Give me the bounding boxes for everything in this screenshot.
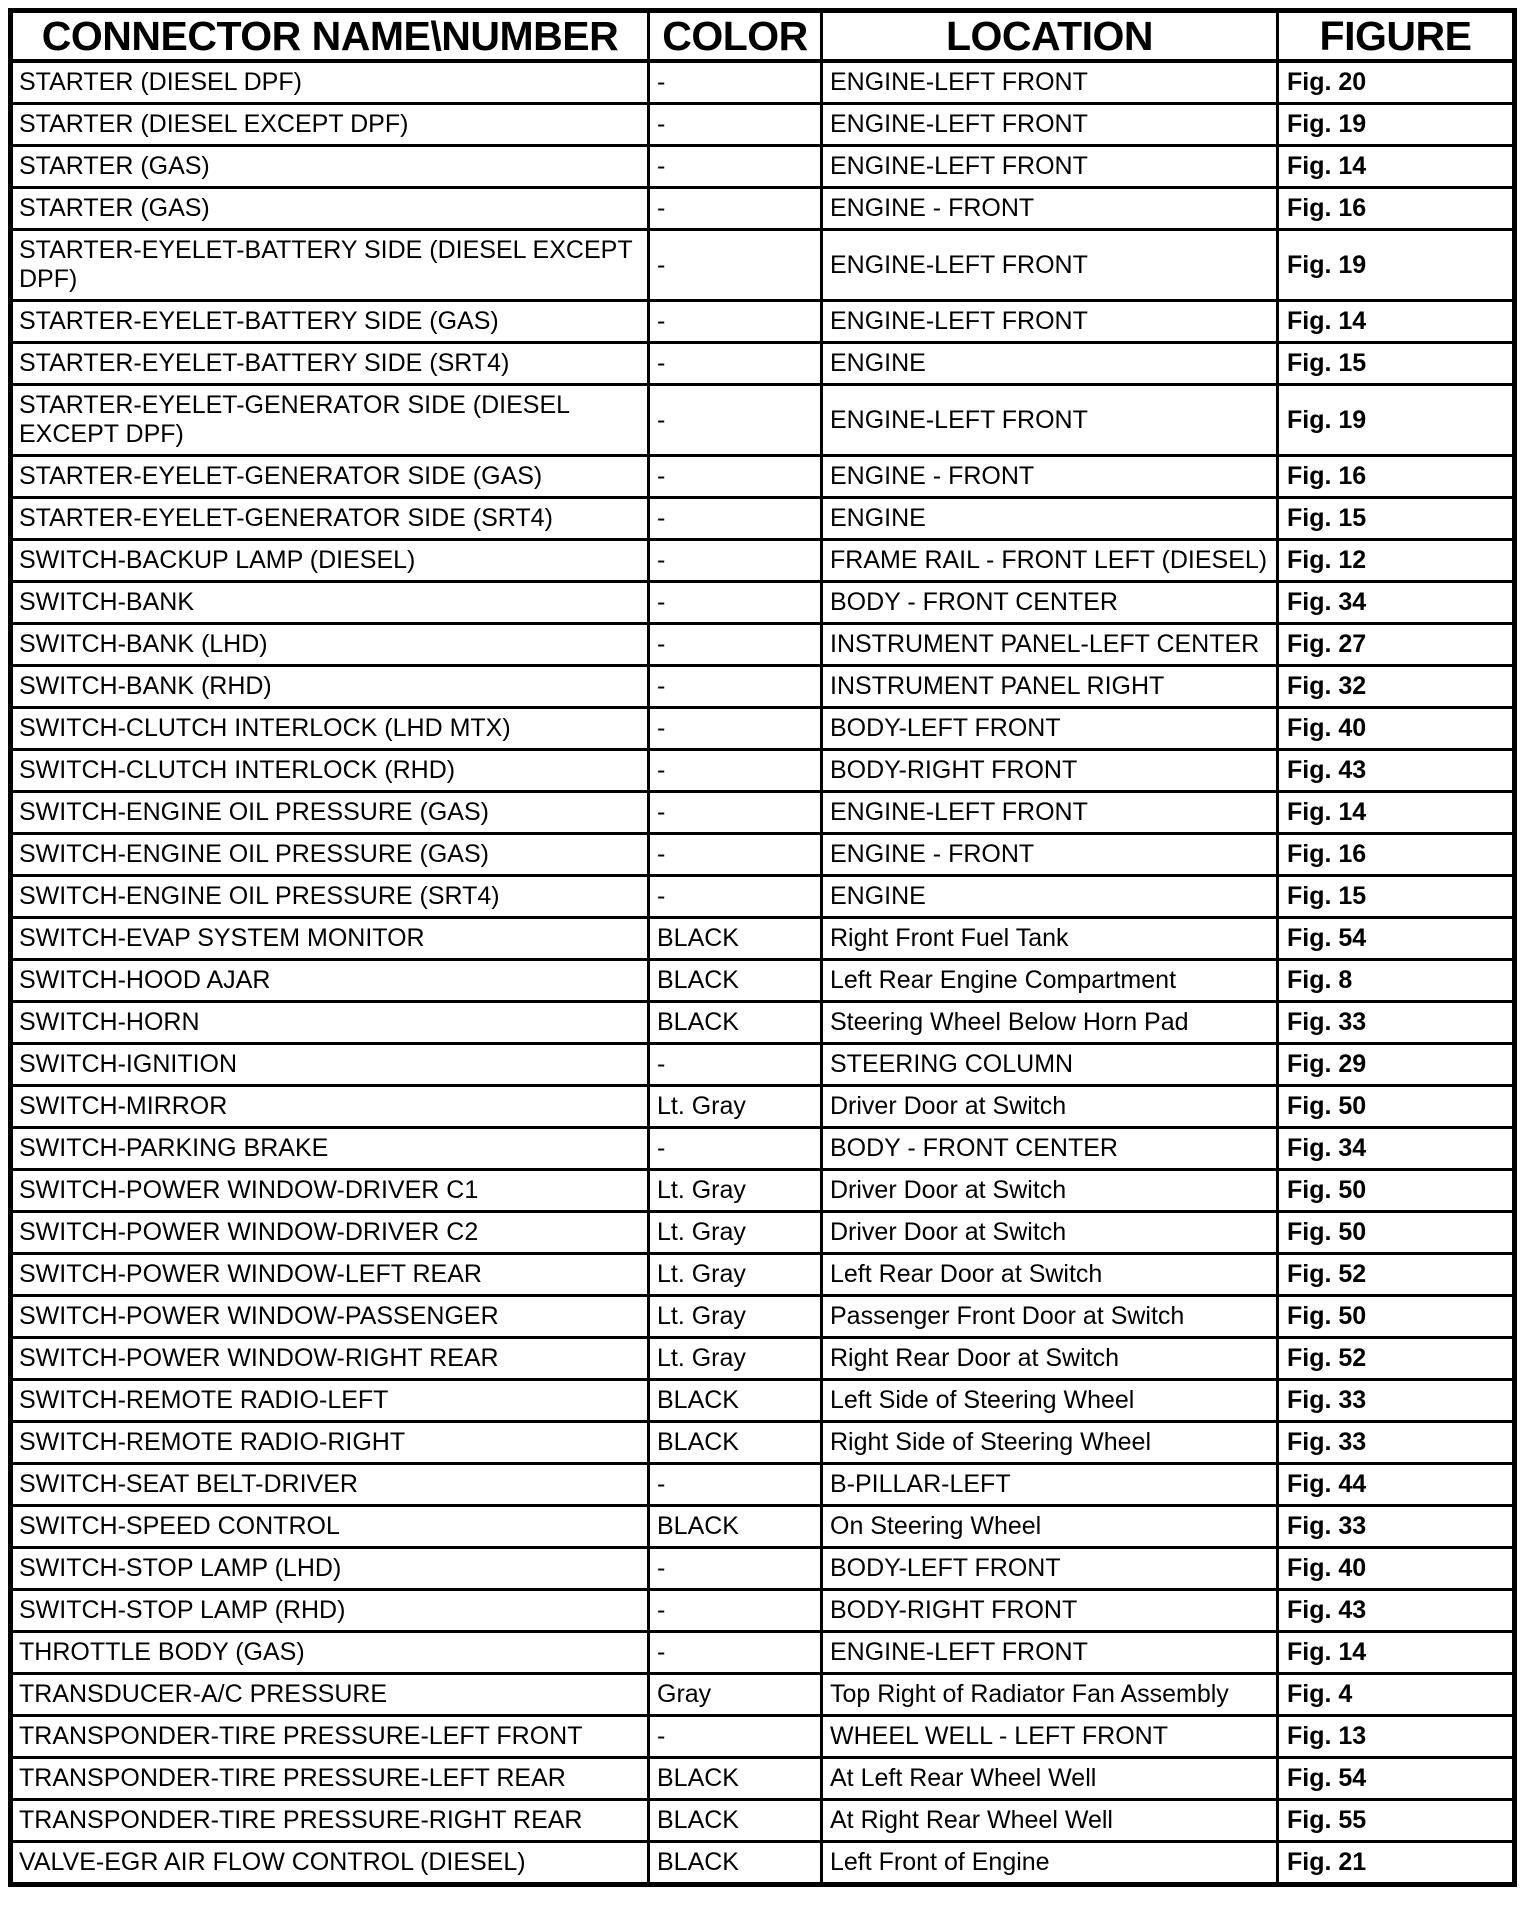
color-cell: -: [649, 385, 822, 456]
color-cell: Gray: [649, 1674, 822, 1716]
location-cell: ENGINE-LEFT FRONT: [822, 146, 1278, 188]
table-row: [11, 1548, 1515, 1590]
color-cell: -: [649, 498, 822, 540]
location-cell: Driver Door at Switch: [822, 1170, 1278, 1212]
connector-name-cell: SWITCH-CLUTCH INTERLOCK (LHD MTX): [11, 708, 649, 750]
connector-name-cell: SWITCH-BANK (RHD): [11, 666, 649, 708]
color-cell: -: [649, 750, 822, 792]
table-row: [11, 61, 1515, 104]
figure-cell: Fig. 14: [1278, 1632, 1515, 1674]
connector-name-cell: STARTER (DIESEL EXCEPT DPF): [11, 104, 649, 146]
figure-cell: Fig. 50: [1278, 1170, 1515, 1212]
header-row: [11, 11, 1515, 62]
location-cell: ENGINE - FRONT: [822, 834, 1278, 876]
location-cell: ENGINE-LEFT FRONT: [822, 792, 1278, 834]
color-cell: -: [649, 343, 822, 385]
figure-cell: Fig. 15: [1278, 876, 1515, 918]
figure-cell: Fig. 14: [1278, 301, 1515, 343]
color-cell: -: [649, 1044, 822, 1086]
color-cell: BLACK: [649, 1758, 822, 1800]
figure-cell: Fig. 19: [1278, 104, 1515, 146]
location-cell: Left Rear Door at Switch: [822, 1254, 1278, 1296]
color-cell: BLACK: [649, 1800, 822, 1842]
figure-cell: Fig. 40: [1278, 708, 1515, 750]
connector-name-cell: TRANSPONDER-TIRE PRESSURE-RIGHT REAR: [11, 1800, 649, 1842]
figure-cell: Fig. 19: [1278, 230, 1515, 301]
connector-name-cell: SWITCH-REMOTE RADIO-RIGHT: [11, 1422, 649, 1464]
location-cell: B-PILLAR-LEFT: [822, 1464, 1278, 1506]
connector-name-cell: SWITCH-ENGINE OIL PRESSURE (GAS): [11, 834, 649, 876]
figure-cell: Fig. 16: [1278, 834, 1515, 876]
location-cell: ENGINE-LEFT FRONT: [822, 61, 1278, 104]
color-cell: -: [649, 230, 822, 301]
table-header: [11, 11, 1515, 62]
connector-name-cell: SWITCH-IGNITION: [11, 1044, 649, 1086]
color-cell: -: [649, 540, 822, 582]
table-row: [11, 1086, 1515, 1128]
figure-cell: Fig. 13: [1278, 1716, 1515, 1758]
connector-name-cell: TRANSDUCER-A/C PRESSURE: [11, 1674, 649, 1716]
table-row: [11, 1170, 1515, 1212]
figure-cell: Fig. 43: [1278, 750, 1515, 792]
table-row: [11, 230, 1515, 301]
location-cell: STEERING COLUMN: [822, 1044, 1278, 1086]
location-cell: At Right Rear Wheel Well: [822, 1800, 1278, 1842]
table-row: [11, 146, 1515, 188]
color-cell: BLACK: [649, 918, 822, 960]
location-cell: ENGINE-LEFT FRONT: [822, 1632, 1278, 1674]
figure-cell: Fig. 19: [1278, 385, 1515, 456]
table-row: [11, 1128, 1515, 1170]
location-cell: INSTRUMENT PANEL RIGHT: [822, 666, 1278, 708]
figure-cell: Fig. 21: [1278, 1842, 1515, 1885]
column-header-location: LOCATION: [822, 11, 1278, 62]
color-cell: -: [649, 301, 822, 343]
location-cell: FRAME RAIL - FRONT LEFT (DIESEL): [822, 540, 1278, 582]
table-row: [11, 1674, 1515, 1716]
column-header-figure: FIGURE: [1278, 11, 1515, 62]
location-cell: Right Rear Door at Switch: [822, 1338, 1278, 1380]
table-row: [11, 1422, 1515, 1464]
connector-name-cell: SWITCH-BACKUP LAMP (DIESEL): [11, 540, 649, 582]
figure-cell: Fig. 50: [1278, 1212, 1515, 1254]
color-cell: BLACK: [649, 1422, 822, 1464]
color-cell: Lt. Gray: [649, 1086, 822, 1128]
location-cell: ENGINE - FRONT: [822, 456, 1278, 498]
connector-location-table: [8, 8, 1517, 1887]
figure-cell: Fig. 32: [1278, 666, 1515, 708]
location-cell: INSTRUMENT PANEL-LEFT CENTER: [822, 624, 1278, 666]
color-cell: -: [649, 876, 822, 918]
figure-cell: Fig. 8: [1278, 960, 1515, 1002]
connector-name-cell: SWITCH-BANK (LHD): [11, 624, 649, 666]
color-cell: -: [649, 708, 822, 750]
figure-cell: Fig. 12: [1278, 540, 1515, 582]
figure-cell: Fig. 27: [1278, 624, 1515, 666]
location-cell: ENGINE-LEFT FRONT: [822, 301, 1278, 343]
figure-cell: Fig. 50: [1278, 1296, 1515, 1338]
figure-cell: Fig. 33: [1278, 1380, 1515, 1422]
table-row: [11, 1464, 1515, 1506]
figure-cell: Fig. 16: [1278, 188, 1515, 230]
table-row: [11, 1212, 1515, 1254]
column-header-color: COLOR: [649, 11, 822, 62]
connector-name-cell: TRANSPONDER-TIRE PRESSURE-LEFT FRONT: [11, 1716, 649, 1758]
table-row: [11, 498, 1515, 540]
color-cell: -: [649, 624, 822, 666]
table-row: [11, 1506, 1515, 1548]
table-row: [11, 792, 1515, 834]
location-cell: BODY-LEFT FRONT: [822, 1548, 1278, 1590]
connector-name-cell: STARTER (GAS): [11, 146, 649, 188]
location-cell: WHEEL WELL - LEFT FRONT: [822, 1716, 1278, 1758]
table-row: [11, 1254, 1515, 1296]
connector-name-cell: STARTER-EYELET-BATTERY SIDE (DIESEL EXCEPT DPF): [11, 230, 649, 301]
connector-name-cell: THROTTLE BODY (GAS): [11, 1632, 649, 1674]
figure-cell: Fig. 34: [1278, 582, 1515, 624]
table-row: [11, 1002, 1515, 1044]
table-body: [11, 61, 1515, 1885]
figure-cell: Fig. 34: [1278, 1128, 1515, 1170]
table-row: [11, 1338, 1515, 1380]
location-cell: Steering Wheel Below Horn Pad: [822, 1002, 1278, 1044]
table-row: [11, 1590, 1515, 1632]
location-cell: ENGINE - FRONT: [822, 188, 1278, 230]
location-cell: At Left Rear Wheel Well: [822, 1758, 1278, 1800]
connector-name-cell: SWITCH-ENGINE OIL PRESSURE (SRT4): [11, 876, 649, 918]
figure-cell: Fig. 54: [1278, 918, 1515, 960]
color-cell: Lt. Gray: [649, 1296, 822, 1338]
connector-name-cell: STARTER (GAS): [11, 188, 649, 230]
connector-name-cell: SWITCH-HOOD AJAR: [11, 960, 649, 1002]
location-cell: Passenger Front Door at Switch: [822, 1296, 1278, 1338]
figure-cell: Fig. 50: [1278, 1086, 1515, 1128]
color-cell: BLACK: [649, 1002, 822, 1044]
color-cell: BLACK: [649, 1380, 822, 1422]
color-cell: BLACK: [649, 1506, 822, 1548]
table-row: [11, 540, 1515, 582]
table-row: [11, 918, 1515, 960]
color-cell: Lt. Gray: [649, 1212, 822, 1254]
location-cell: BODY - FRONT CENTER: [822, 582, 1278, 624]
table-row: [11, 1296, 1515, 1338]
color-cell: BLACK: [649, 1842, 822, 1885]
figure-cell: Fig. 33: [1278, 1506, 1515, 1548]
figure-cell: Fig. 55: [1278, 1800, 1515, 1842]
color-cell: BLACK: [649, 960, 822, 1002]
connector-name-cell: STARTER-EYELET-BATTERY SIDE (GAS): [11, 301, 649, 343]
location-cell: On Steering Wheel: [822, 1506, 1278, 1548]
connector-name-cell: SWITCH-POWER WINDOW-RIGHT REAR: [11, 1338, 649, 1380]
figure-cell: Fig. 14: [1278, 792, 1515, 834]
connector-name-cell: SWITCH-STOP LAMP (LHD): [11, 1548, 649, 1590]
figure-cell: Fig. 52: [1278, 1338, 1515, 1380]
connector-name-cell: VALVE-EGR AIR FLOW CONTROL (DIESEL): [11, 1842, 649, 1885]
table-row: [11, 188, 1515, 230]
connector-name-cell: SWITCH-REMOTE RADIO-LEFT: [11, 1380, 649, 1422]
table-row: [11, 1380, 1515, 1422]
color-cell: Lt. Gray: [649, 1254, 822, 1296]
location-cell: ENGINE-LEFT FRONT: [822, 104, 1278, 146]
color-cell: -: [649, 456, 822, 498]
color-cell: -: [649, 792, 822, 834]
figure-cell: Fig. 54: [1278, 1758, 1515, 1800]
table-row: [11, 708, 1515, 750]
color-cell: -: [649, 188, 822, 230]
table-row: [11, 582, 1515, 624]
location-cell: BODY - FRONT CENTER: [822, 1128, 1278, 1170]
table-row: [11, 1044, 1515, 1086]
connector-name-cell: SWITCH-CLUTCH INTERLOCK (RHD): [11, 750, 649, 792]
color-cell: -: [649, 1464, 822, 1506]
connector-name-cell: SWITCH-BANK: [11, 582, 649, 624]
connector-name-cell: STARTER-EYELET-GENERATOR SIDE (SRT4): [11, 498, 649, 540]
location-cell: ENGINE: [822, 343, 1278, 385]
figure-cell: Fig. 16: [1278, 456, 1515, 498]
connector-name-cell: SWITCH-POWER WINDOW-DRIVER C2: [11, 1212, 649, 1254]
location-cell: Left Rear Engine Compartment: [822, 960, 1278, 1002]
location-cell: BODY-LEFT FRONT: [822, 708, 1278, 750]
connector-name-cell: SWITCH-MIRROR: [11, 1086, 649, 1128]
connector-name-cell: SWITCH-ENGINE OIL PRESSURE (GAS): [11, 792, 649, 834]
table-row: [11, 834, 1515, 876]
location-cell: Driver Door at Switch: [822, 1086, 1278, 1128]
figure-cell: Fig. 15: [1278, 498, 1515, 540]
table-row: [11, 876, 1515, 918]
color-cell: Lt. Gray: [649, 1338, 822, 1380]
connector-name-cell: SWITCH-SPEED CONTROL: [11, 1506, 649, 1548]
location-cell: Top Right of Radiator Fan Assembly: [822, 1674, 1278, 1716]
table-row: [11, 1842, 1515, 1885]
connector-name-cell: TRANSPONDER-TIRE PRESSURE-LEFT REAR: [11, 1758, 649, 1800]
location-cell: ENGINE: [822, 876, 1278, 918]
figure-cell: Fig. 15: [1278, 343, 1515, 385]
table-row: [11, 385, 1515, 456]
connector-name-cell: STARTER (DIESEL DPF): [11, 61, 649, 104]
connector-name-cell: SWITCH-POWER WINDOW-DRIVER C1: [11, 1170, 649, 1212]
connector-name-cell: SWITCH-POWER WINDOW-PASSENGER: [11, 1296, 649, 1338]
connector-name-cell: STARTER-EYELET-BATTERY SIDE (SRT4): [11, 343, 649, 385]
color-cell: -: [649, 1632, 822, 1674]
figure-cell: Fig. 52: [1278, 1254, 1515, 1296]
table-row: [11, 301, 1515, 343]
figure-cell: Fig. 44: [1278, 1464, 1515, 1506]
color-cell: -: [649, 104, 822, 146]
figure-cell: Fig. 29: [1278, 1044, 1515, 1086]
column-header-connector-name: CONNECTOR NAME\NUMBER: [11, 11, 649, 62]
figure-cell: Fig. 33: [1278, 1422, 1515, 1464]
connector-name-cell: SWITCH-STOP LAMP (RHD): [11, 1590, 649, 1632]
connector-name-cell: SWITCH-EVAP SYSTEM MONITOR: [11, 918, 649, 960]
color-cell: -: [649, 1548, 822, 1590]
location-cell: Left Front of Engine: [822, 1842, 1278, 1885]
connector-name-cell: SWITCH-SEAT BELT-DRIVER: [11, 1464, 649, 1506]
connector-name-cell: STARTER-EYELET-GENERATOR SIDE (GAS): [11, 456, 649, 498]
location-cell: ENGINE-LEFT FRONT: [822, 385, 1278, 456]
figure-cell: Fig. 40: [1278, 1548, 1515, 1590]
location-cell: ENGINE: [822, 498, 1278, 540]
location-cell: ENGINE-LEFT FRONT: [822, 230, 1278, 301]
table-row: [11, 666, 1515, 708]
figure-cell: Fig. 43: [1278, 1590, 1515, 1632]
location-cell: Right Front Fuel Tank: [822, 918, 1278, 960]
table-row: [11, 750, 1515, 792]
location-cell: Right Side of Steering Wheel: [822, 1422, 1278, 1464]
figure-cell: Fig. 4: [1278, 1674, 1515, 1716]
location-cell: BODY-RIGHT FRONT: [822, 1590, 1278, 1632]
color-cell: -: [649, 1716, 822, 1758]
figure-cell: Fig. 14: [1278, 146, 1515, 188]
table-row: [11, 104, 1515, 146]
color-cell: -: [649, 582, 822, 624]
table-row: [11, 456, 1515, 498]
connector-name-cell: SWITCH-POWER WINDOW-LEFT REAR: [11, 1254, 649, 1296]
connector-name-cell: SWITCH-HORN: [11, 1002, 649, 1044]
color-cell: -: [649, 1590, 822, 1632]
color-cell: -: [649, 61, 822, 104]
table-row: [11, 960, 1515, 1002]
color-cell: Lt. Gray: [649, 1170, 822, 1212]
table-row: [11, 343, 1515, 385]
figure-cell: Fig. 33: [1278, 1002, 1515, 1044]
location-cell: Driver Door at Switch: [822, 1212, 1278, 1254]
location-cell: Left Side of Steering Wheel: [822, 1380, 1278, 1422]
table-row: [11, 1800, 1515, 1842]
table-row: [11, 1716, 1515, 1758]
table-row: [11, 624, 1515, 666]
connector-name-cell: STARTER-EYELET-GENERATOR SIDE (DIESEL EXCEPT DPF): [11, 385, 649, 456]
color-cell: -: [649, 834, 822, 876]
color-cell: -: [649, 666, 822, 708]
location-cell: BODY-RIGHT FRONT: [822, 750, 1278, 792]
connector-name-cell: SWITCH-PARKING BRAKE: [11, 1128, 649, 1170]
color-cell: -: [649, 1128, 822, 1170]
figure-cell: Fig. 20: [1278, 61, 1515, 104]
table-row: [11, 1758, 1515, 1800]
table-row: [11, 1632, 1515, 1674]
color-cell: -: [649, 146, 822, 188]
